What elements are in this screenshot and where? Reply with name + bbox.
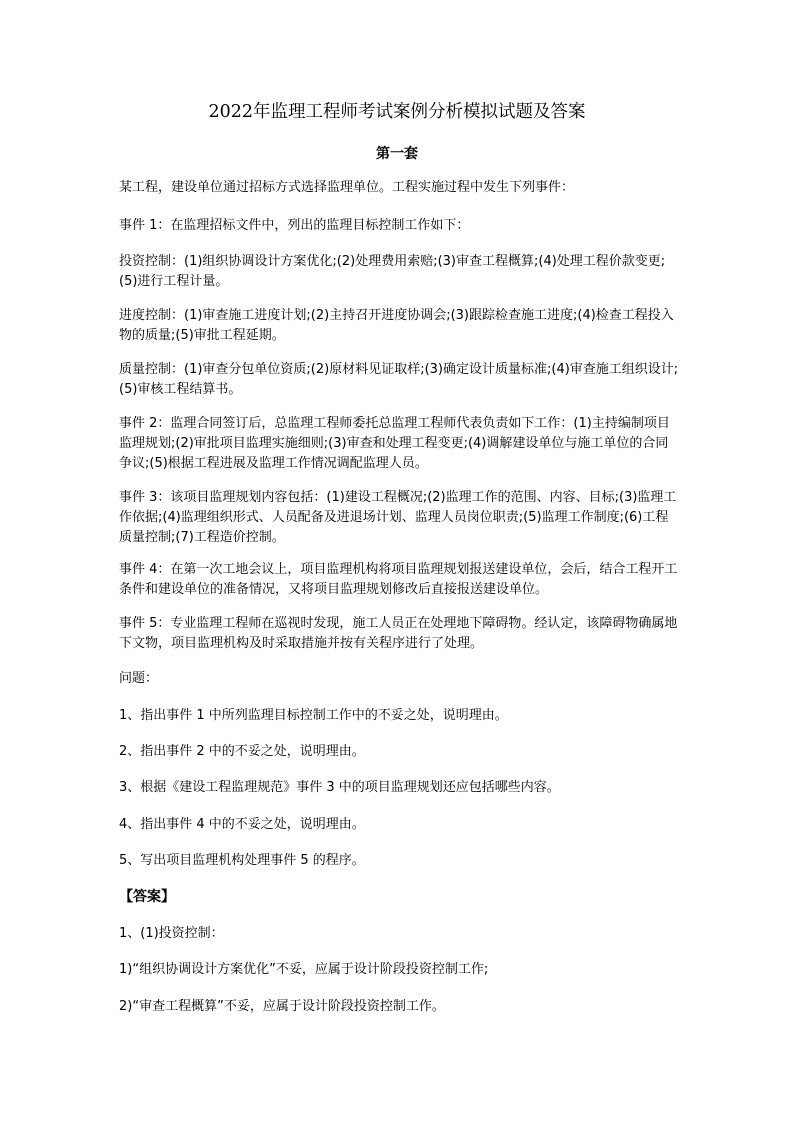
question-3: 3、根据《建设工程监理规范》事件 3 中的项目监理规划还应包括哪些内容。 xyxy=(119,780,560,795)
question-2: 2、指出事件 2 中的不妥之处，说明理由。 xyxy=(119,744,365,759)
answer-label: 【答案】 xyxy=(119,889,175,905)
questions-label: 问题： xyxy=(119,671,159,686)
event1-paragraph: 事件 1：在监理招标文件中，列出的监理目标控制工作如下： xyxy=(119,218,470,233)
event2-paragraph: 事件 2：监理合同签订后，总监理工程师委托总监理工程师代表负责如下工作：(1)主持编制项目监理规划;(2)审批项目监理实施细则;(3)审查和处理工程变更;(4)调解建设单位与施工单位的合同争议;(5)根据工程进展及监理工作情况调配监理人员。 xyxy=(119,416,670,471)
event5-paragraph: 事件 5：专业监理工程师在巡视时发现，施工人员正在处理地下障碍物。经认定，该障碍物确属地下文物，项目监理机构及时采取措施并按有关程序进行了处理。 xyxy=(119,616,678,651)
intro-paragraph: 某工程，建设单位通过招标方式选择监理单位。工程实施过程中发生下列事件： xyxy=(119,180,575,195)
answer-1-item-1: 1)“组织协调设计方案优化”不妥，应属于设计阶段投资控制工作; xyxy=(119,962,489,977)
schedule-control-paragraph: 进度控制：(1)审查施工进度计划;(2)主持召开进度协调会;(3)跟踪检查施工进度;(4)检查工程投入物的质量;(5)审批工程延期。 xyxy=(119,308,674,343)
answer-1-heading: 1、(1)投资控制： xyxy=(119,926,224,941)
event4-paragraph: 事件 4：在第一次工地会议上，项目监理机构将项目监理规划报送建设单位，会后，结合工程开工条件和建设单位的准备情况，又将项目监理规划修改后直接报送建设单位。 xyxy=(119,562,678,597)
document-title: 2022年监理工程师考试案例分析模拟试题及答案 xyxy=(208,102,586,122)
question-4: 4、指出事件 4 中的不妥之处，说明理由。 xyxy=(119,817,365,832)
quality-control-paragraph: 质量控制：(1)审查分包单位资质;(2)原材料见证取样;(3)确定设计质量标准;(4)审查施工组织设计;(5)审核工程结算书。 xyxy=(119,362,679,397)
document-subtitle: 第一套 xyxy=(376,146,418,162)
answer-1-item-2: 2)“审查工程概算”不妥，应属于设计阶段投资控制工作。 xyxy=(119,999,445,1014)
question-1: 1、指出事件 1 中所列监理目标控制工作中的不妥之处，说明理由。 xyxy=(119,708,508,723)
question-5: 5、写出项目监理机构处理事件 5 的程序。 xyxy=(119,853,365,868)
investment-control-paragraph: 投资控制：(1)组织协调设计方案优化;(2)处理费用索赔;(3)审查工程概算;(4)处理工程价款变更;(5)进行工程计量。 xyxy=(119,254,666,289)
event3-paragraph: 事件 3：该项目监理规划内容包括：(1)建设工程概况;(2)监理工作的范围、内容、目标;(3)监理工作依据;(4)监理组织形式、人员配备及进退场计划、监理人员岗位职责;(5)监理工作制度;(6)工程质量控制;(7)工程造价控制。 xyxy=(119,490,677,545)
